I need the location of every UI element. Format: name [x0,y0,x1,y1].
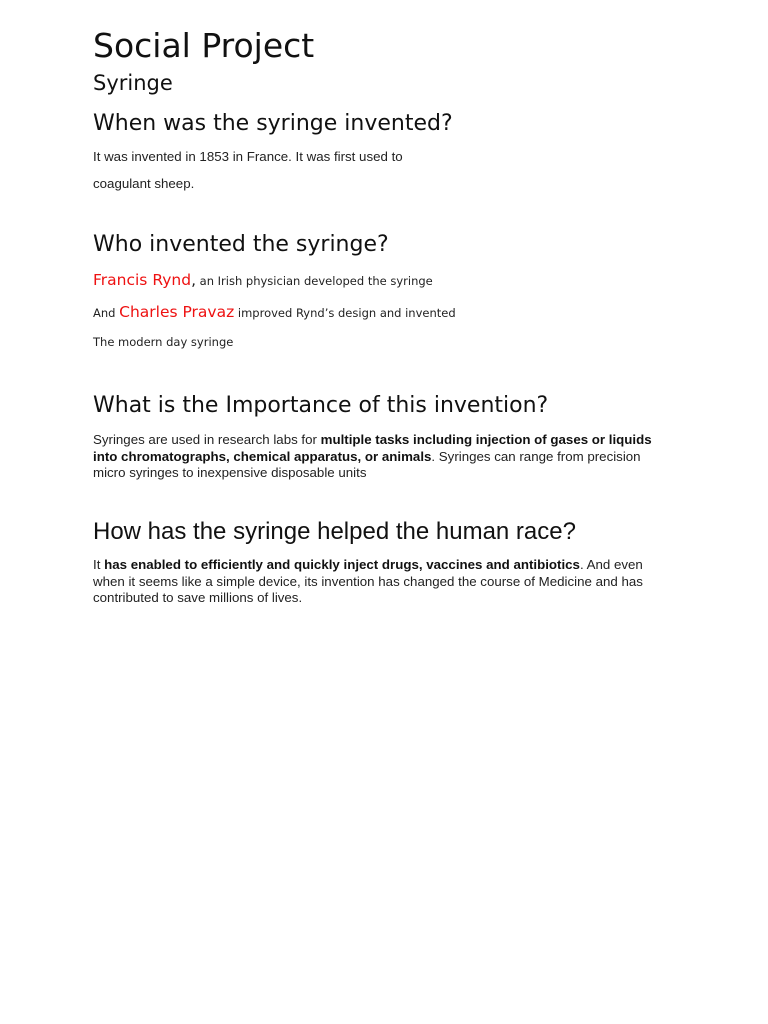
section-heading-who-invented: Who invented the syringe? [93,232,389,257]
paragraph-text: . And even when it seems like a simple device, its invention has changed the course of Medicine and has contributed to save millions of lives. [93,557,643,606]
inventor-description: improved Rynd’s design and invented [234,306,456,320]
inventor-line-pravaz [93,303,456,321]
paragraph-text: Syringes are used in research labs for [93,432,321,447]
inventor-name-charles-pravaz: Charles Pravaz [119,303,235,321]
inventor-line-rynd [93,271,433,289]
document-subtitle: Syringe [93,71,173,95]
paragraph-text: . Syringes can range from precision micro syringes to inexpensive disposable units [93,448,641,481]
paragraph-text: It [93,557,105,572]
section-heading-importance: What is the Importance of this invention? [93,393,549,418]
section-heading-when-invented: When was the syringe invented? [93,111,453,136]
paragraph-line: coagulant sheep. [93,175,195,191]
inventor-description: an Irish physician developed the syringe [196,274,433,288]
inventor-name-francis-rynd: Francis Rynd [93,271,192,289]
document-title: Social Project [93,26,315,65]
inventor-comma: , [191,271,197,289]
paragraph-line: It was invented in 1853 in France. It was first used to [93,149,403,164]
inventor-line-modern: The modern day syringe [93,335,234,349]
paragraph-bold-text: has enabled to efficiently and quickly inject drugs, vaccines and antibiotics [104,557,580,572]
section-paragraph-human-race [93,557,673,607]
paragraph-bold-text: multiple tasks including injection of gases or liquids into chromatographs, chemical apparatus, or animals [93,432,652,464]
section-heading-human-race: How has the syringe helped the human race? [93,518,576,545]
section-paragraph-importance [93,432,673,482]
section-paragraph-when-invented [93,144,433,197]
and-label: And [93,306,120,320]
